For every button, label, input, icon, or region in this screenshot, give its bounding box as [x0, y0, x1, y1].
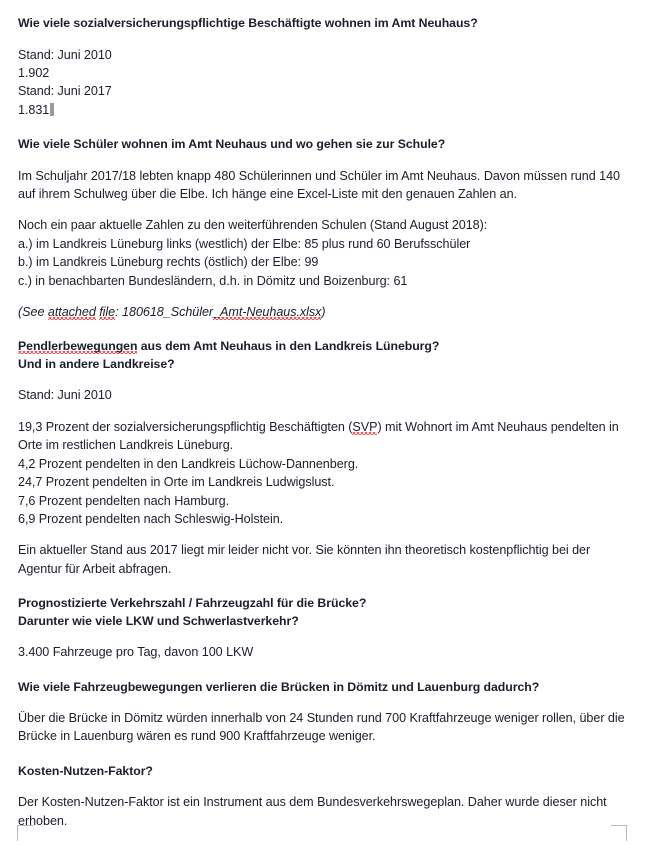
text-verkehrszahl-answer: 3.400 Fahrzeuge pro Tag, davon 100 LKW	[18, 645, 254, 660]
commuter-line-hamburg: 7,6 Prozent pendelten nach Hamburg.	[18, 493, 230, 508]
heading-pendlerbewegungen-rest: aus dem Amt Neuhaus in den Landkreis Lüneburg?	[137, 339, 440, 354]
spacer	[18, 290, 626, 303]
text-pendler-stand: Stand: Juni 2010	[18, 388, 112, 403]
list-item-c: c.) in benachbarten Bundesländern, d.h. in Dömitz und Boizenburg: 61	[18, 273, 408, 288]
spacer	[18, 203, 626, 216]
attachment-note	[18, 303, 626, 321]
spacer	[18, 33, 626, 46]
spacer	[18, 780, 626, 793]
paragraph-svp-anteil	[18, 418, 626, 455]
heading-pendlerbewegungen-line1	[18, 338, 626, 356]
paragraph-weiterfuehrende-intro: Noch ein paar aktuelle Zahlen zu den weiterführenden Schulen (Stand August 2018):	[18, 218, 488, 233]
paragraph-schuljahr: Im Schuljahr 2017/18 lebten knapp 480 Schülerinnen und Schüler im Amt Neuhaus. Davon müssen rund 140 auf ihrem Schulweg über die Elbe. Ich hänge eine Excel-Liste mit den genauen Zahlen an.	[18, 168, 620, 202]
spacer	[18, 321, 626, 338]
list-item-a: a.) im Landkreis Lüneburg links (westlich) der Elbe: 85 plus rund 60 Berufsschüler	[18, 236, 471, 251]
commuter-line-schleswig-holstein: 6,9 Prozent pendelten nach Schleswig-Holstein.	[18, 511, 284, 526]
spacer	[18, 630, 626, 643]
text-value-2017	[18, 101, 626, 119]
spacer	[18, 373, 626, 386]
spacer	[18, 662, 626, 679]
spacer	[18, 746, 626, 763]
heading-kosten-nutzen-faktor: Kosten-Nutzen-Faktor?	[18, 763, 153, 778]
text-stand-2010: Stand: Juni 2010	[18, 47, 112, 62]
attachment-note-prefix: (See	[18, 305, 48, 320]
spacer	[18, 696, 626, 709]
paragraph-kosten-nutzen-answer: Der Kosten-Nutzen-Faktor ist ein Instrument aus dem Bundesverkehrswegeplan. Daher wurde dieser nicht erhoben.	[18, 795, 607, 828]
text-caret	[50, 103, 54, 116]
text-value-2017-number: 1.831	[18, 102, 50, 117]
heading-verkehrszahl-line2: Darunter wie viele LKW und Schwerlastverkehr?	[18, 613, 299, 628]
text-stand-2017: Stand: Juni 2017	[18, 84, 112, 99]
heading-svp-beschaeftigte: Wie viele sozialversicherungspflichtige Beschäftigte wohnen im Amt Neuhaus?	[18, 16, 478, 30]
spellcheck-word-file: file	[99, 305, 116, 320]
document-body	[18, 15, 626, 830]
commuter-line-luechow: 4,2 Prozent pendelten in den Landkreis Lüchow-Dannenberg.	[18, 456, 359, 471]
spacer	[18, 578, 626, 595]
commuter-line-ludwigslust: 24,7 Prozent pendelten in Orte im Landkreis Ludwigslust.	[18, 475, 335, 490]
paragraph-fahrzeugbewegungen-answer: Über die Brücke in Dömitz würden innerhalb von 24 Stunden rund 700 Kraftfahrzeuge weniger rollen, über die Brücke in Lauenburg wären es rund 900 Kraftfahrzeuge weniger.	[18, 711, 625, 744]
paragraph-svp-part1: 19,3 Prozent der sozialversicherungspflichtig Beschäftigten (	[18, 419, 353, 434]
heading-fahrzeugbewegungen: Wie viele Fahrzeugbewegungen verlieren die Brücken in Dömitz und Lauenburg dadurch?	[18, 679, 540, 694]
spacer	[18, 528, 626, 541]
spellcheck-word-svp: SVP	[352, 419, 378, 434]
heading-schueler: Wie viele Schüler wohnen im Amt Neuhaus und wo gehen sie zur Schule?	[18, 137, 446, 152]
heading-pendlerbewegungen-line2: Und in andere Landkreise?	[18, 356, 175, 371]
text-value-2010: 1.902	[18, 65, 50, 80]
attachment-note-filename-start: : 180618_Schüler	[115, 305, 214, 320]
attachment-note-suffix: )	[321, 305, 326, 320]
spacer	[18, 154, 626, 167]
spacer	[18, 405, 626, 418]
paragraph-svp-part2: ) mit Wohnort im Amt Neuhaus pendelten in Orte im restlichen Landkreis Lüneburg.	[18, 419, 619, 453]
spellcheck-word-attached: attached	[47, 305, 96, 320]
spacer	[18, 119, 626, 136]
heading-verkehrszahl-line1: Prognostizierte Verkehrszahl / Fahrzeugzahl für die Brücke?	[18, 596, 367, 611]
paragraph-pendler-closing: Ein aktueller Stand aus 2017 liegt mir leider nicht vor. Sie könnten ihn theoretisch kostenpflichtig bei der Agentur für Arbeit abfragen.	[18, 543, 591, 576]
spellcheck-word-filename: _Amt-Neuhaus.xlsx	[213, 305, 322, 320]
spellcheck-word-pendlerbewegungen: Pendlerbewegungen	[18, 339, 138, 354]
list-item-b: b.) im Landkreis Lüneburg rechts (östlich) der Elbe: 99	[18, 255, 319, 270]
